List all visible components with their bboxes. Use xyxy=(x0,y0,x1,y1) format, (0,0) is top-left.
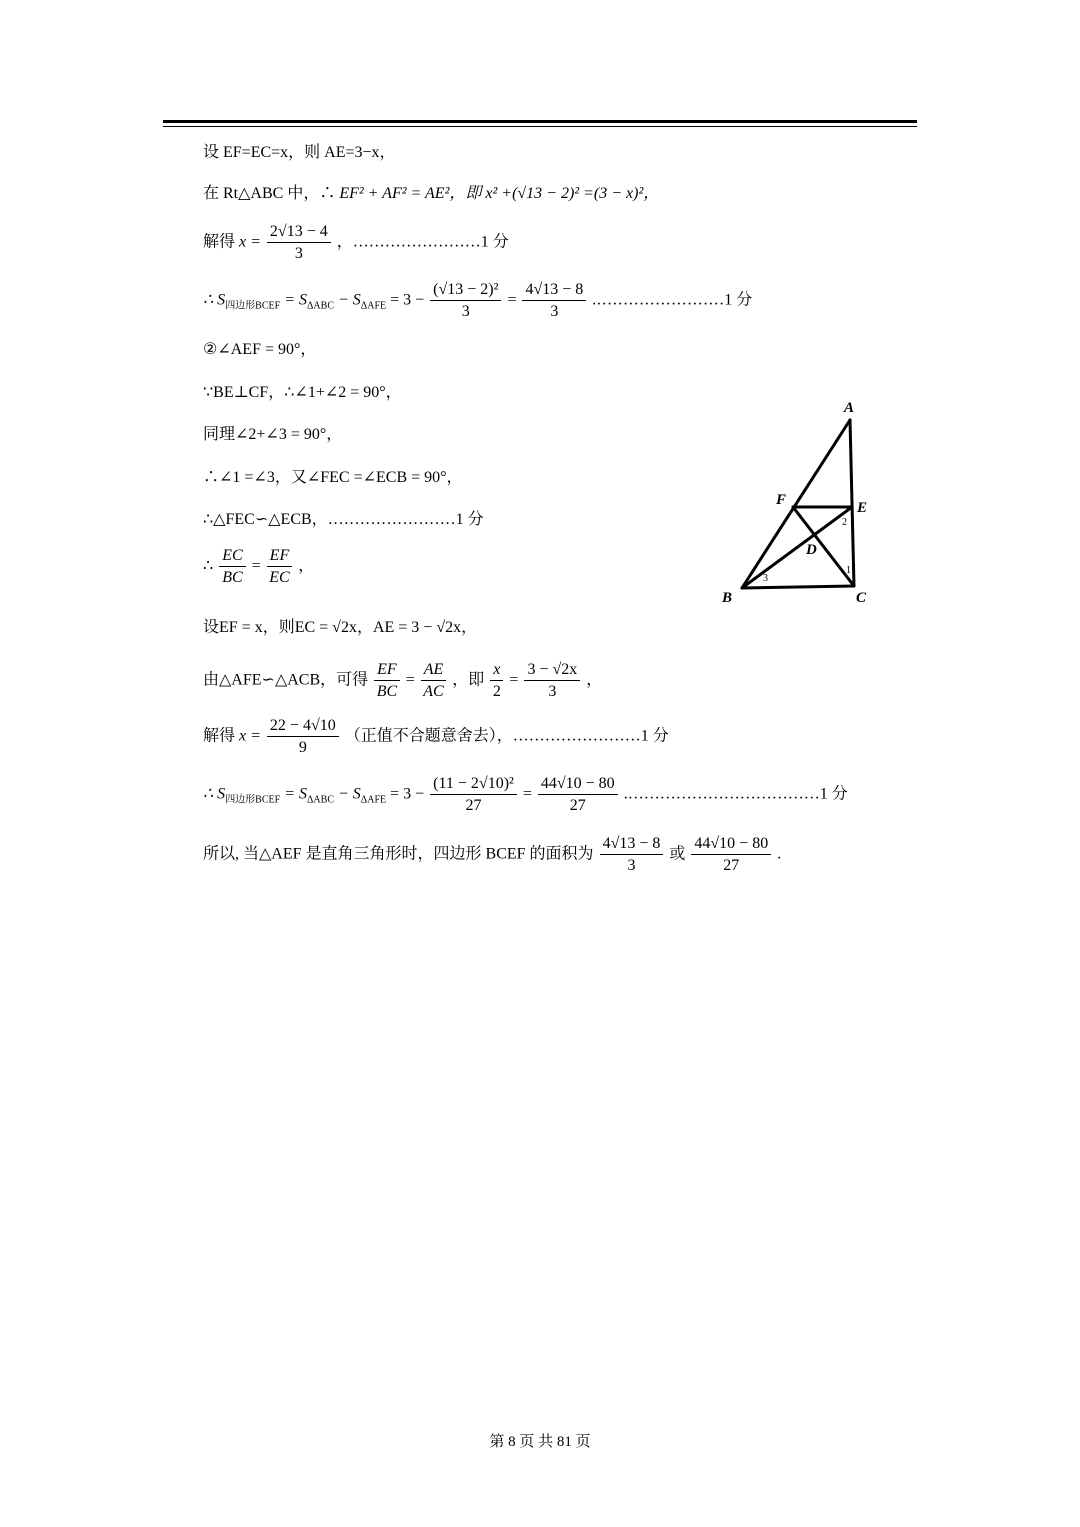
fraction xyxy=(430,776,517,814)
label-f: F xyxy=(776,492,787,508)
text-segment: = xyxy=(251,557,261,575)
fraction xyxy=(522,282,586,320)
header-rule-thin xyxy=(163,126,917,127)
text-segment: ∴ xyxy=(203,557,214,575)
fraction xyxy=(267,718,339,756)
numerator: 4√13 − 8 xyxy=(600,836,664,855)
text-segment: 由△AFE∽△ACB，可得 xyxy=(203,671,369,689)
text-segment: 所以, 当△AEF 是直角三角形时，四边形 BCEF 的面积为 xyxy=(203,845,594,863)
text-segment: = 3 − xyxy=(390,785,425,803)
variable-x: x = xyxy=(239,727,261,745)
numerator: (11 − 2√10)² xyxy=(430,776,517,795)
numerator: EF xyxy=(267,548,293,567)
segment-bc xyxy=(742,586,854,588)
text-segment: .………………………………1 分 xyxy=(623,785,848,803)
text-segment: 在 Rt△ABC 中，∴ xyxy=(203,185,336,202)
label-b: B xyxy=(722,590,733,606)
text-segment: = 3 − xyxy=(390,291,425,309)
fraction xyxy=(490,662,503,700)
fraction xyxy=(538,776,618,814)
segment-be xyxy=(742,507,852,588)
numerator: 44√10 − 80 xyxy=(538,776,618,795)
angle-label-1: 1 xyxy=(846,565,851,576)
numerator: (√13 − 2)² xyxy=(430,282,501,301)
fraction xyxy=(600,836,664,874)
denominator: 3 xyxy=(627,857,636,874)
label-a: A xyxy=(844,400,855,416)
text-line-7: 同理∠2+∠3 = 90°， xyxy=(203,426,343,443)
denominator: EC xyxy=(269,569,290,586)
text-segment: = xyxy=(522,785,532,803)
subscript: 四边形BCEF xyxy=(225,794,281,806)
subscript: ΔABC xyxy=(307,794,334,806)
text-segment: = xyxy=(507,291,517,309)
text-segment: ∴ S xyxy=(203,785,226,803)
fraction xyxy=(691,836,771,874)
text-segment: ， xyxy=(586,671,603,689)
text-line-2 xyxy=(203,186,659,202)
numerator: 44√10 − 80 xyxy=(691,836,771,855)
denominator: 27 xyxy=(723,857,740,874)
text-segment: 解得 xyxy=(203,233,236,251)
text-segment: ，即 xyxy=(452,671,485,689)
denominator: 3 xyxy=(548,683,557,700)
fraction xyxy=(430,282,501,320)
text-segment: ∴ S xyxy=(203,291,226,309)
numerator: x xyxy=(490,662,503,681)
denominator: BC xyxy=(376,683,398,700)
fraction xyxy=(219,548,245,586)
page-footer: 第 8 页 共 81 页 xyxy=(489,1434,591,1450)
label-c: C xyxy=(856,590,867,606)
text-line-12 xyxy=(203,662,602,700)
text-segment: 或 xyxy=(669,845,686,863)
denominator: BC xyxy=(222,569,243,586)
text-line-11: 设EF = x，则EC = √2x，AE = 3 − √2x， xyxy=(203,619,478,636)
segment-ab xyxy=(742,420,850,588)
denominator: 27 xyxy=(569,797,586,814)
text-segment: = xyxy=(405,671,415,689)
text-segment: = S xyxy=(284,291,307,309)
text-line-4 xyxy=(203,282,752,320)
text-segment: = S xyxy=(284,785,307,803)
header-rule-thick xyxy=(163,120,917,123)
text-segment: ， xyxy=(298,557,315,575)
angle-label-3: 3 xyxy=(763,573,768,584)
subscript: ΔAFE xyxy=(360,794,387,806)
text-segment: ，……………………1 分 xyxy=(336,233,509,251)
text-line-13 xyxy=(203,718,669,756)
text-segment: − S xyxy=(338,785,361,803)
text-line-14 xyxy=(203,776,848,814)
fraction xyxy=(267,224,331,262)
text-segment: .……………………1 分 xyxy=(592,291,753,309)
geometry-figure xyxy=(710,390,880,610)
text-segment: − S xyxy=(338,291,361,309)
text-line-1: 设 EF=EC=x，则 AE=3−x， xyxy=(203,144,396,161)
text-line-5: ②∠AEF = 90°， xyxy=(203,341,317,358)
text-line-15 xyxy=(203,836,781,874)
angle-label-2: 2 xyxy=(842,517,847,528)
numerator: AE xyxy=(421,662,447,681)
text-segment: 解得 xyxy=(203,727,236,745)
text-line-8: ∴∠1 =∠3，又∠FEC =∠ECB = 90°， xyxy=(203,469,463,486)
denominator: 3 xyxy=(550,303,559,320)
denominator: 27 xyxy=(465,797,482,814)
text-segment: . xyxy=(777,845,782,863)
denominator: 9 xyxy=(298,739,307,756)
fraction xyxy=(524,662,580,700)
subscript: 四边形BCEF xyxy=(225,300,281,312)
subscript: ΔABC xyxy=(307,300,334,312)
subscript: ΔAFE xyxy=(360,300,387,312)
denominator: 3 xyxy=(294,245,303,262)
label-e: E xyxy=(857,500,868,516)
denominator: AC xyxy=(423,683,444,700)
fraction xyxy=(374,662,400,700)
text-segment: = xyxy=(509,671,519,689)
text-line-6: ∵BE⊥CF，∴∠1+∠2 = 90°， xyxy=(203,384,402,401)
fraction xyxy=(267,548,293,586)
numerator: EF xyxy=(374,662,400,681)
equation: EF² + AF² = AE²，即 x² +(√13 − 2)² =(3 − x)²， xyxy=(339,185,660,202)
numerator: 4√13 − 8 xyxy=(522,282,586,301)
text-line-10 xyxy=(203,548,314,586)
text-line-3 xyxy=(203,224,509,262)
denominator: 3 xyxy=(461,303,470,320)
segment-ac xyxy=(850,420,854,586)
numerator: EC xyxy=(219,548,245,567)
label-d: D xyxy=(806,542,817,558)
denominator: 2 xyxy=(492,683,501,700)
numerator: 3 − √2x xyxy=(524,662,580,681)
variable-x: x = xyxy=(239,233,261,251)
numerator: 2√13 − 4 xyxy=(267,224,331,243)
text-line-9: ∴△FEC∽△ECB，……………………1 分 xyxy=(203,511,484,528)
numerator: 22 − 4√10 xyxy=(267,718,339,737)
text-segment: （正值不合题意舍去），……………………1 分 xyxy=(344,727,669,745)
fraction xyxy=(421,662,447,700)
